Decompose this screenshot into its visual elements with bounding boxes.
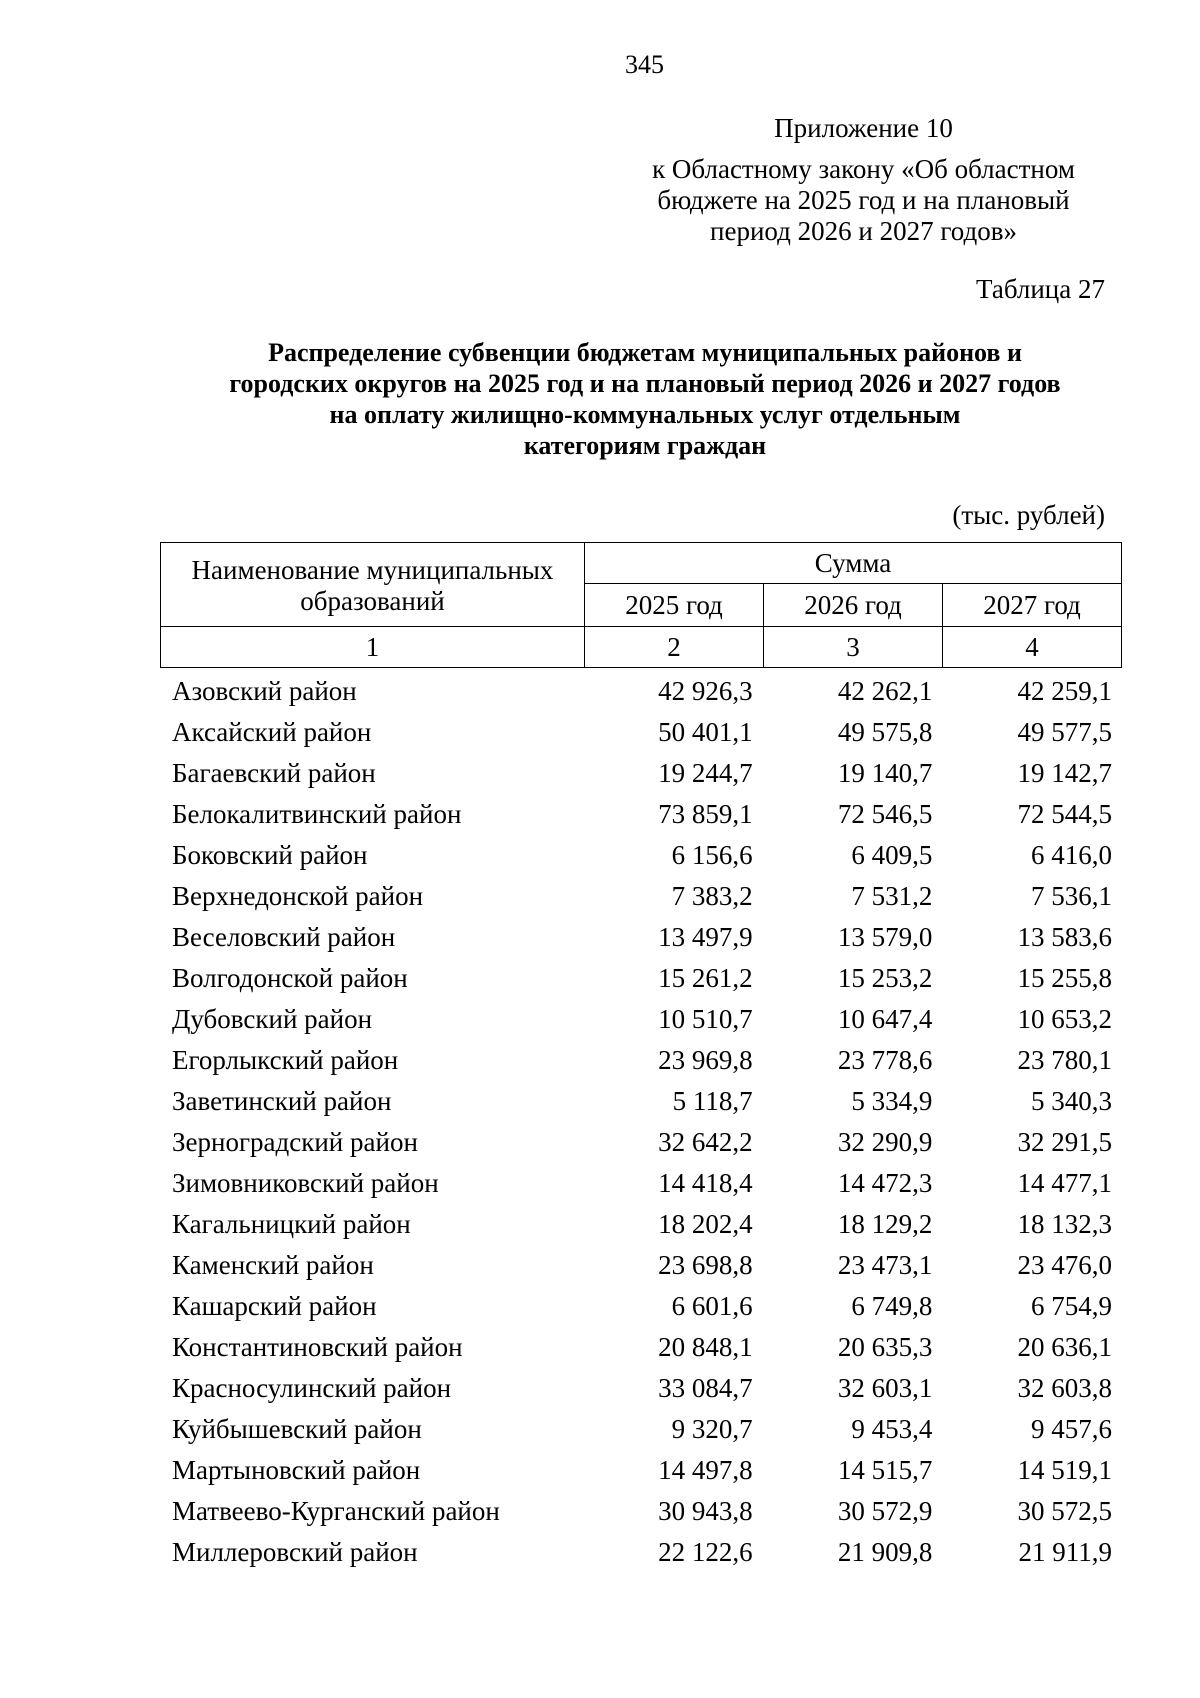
value-2025: 19 244,7 xyxy=(658,758,753,788)
value-2027: 30 572,5 xyxy=(1017,1496,1112,1526)
value-2025: 7 383,2 xyxy=(671,881,753,911)
value-2027: 32 291,5 xyxy=(1017,1127,1112,1157)
value-2027: 14 477,1 xyxy=(1017,1168,1112,1198)
table-body xyxy=(160,671,1122,1573)
value-2027: 9 457,6 xyxy=(1030,1414,1112,1444)
value-2026: 13 579,0 xyxy=(837,922,933,952)
municipality-name: Кагальницкий район xyxy=(172,1209,411,1239)
value-2026: 20 635,3 xyxy=(837,1332,933,1362)
document-title-line: Распределение субвенции бюджетам муниципальных районов и xyxy=(268,338,1022,367)
table-row xyxy=(160,1040,1122,1081)
value-2027: 23 780,1 xyxy=(1017,1045,1112,1075)
table-row xyxy=(160,835,1122,876)
value-2027: 21 911,9 xyxy=(1018,1537,1112,1567)
table-row xyxy=(160,1204,1122,1245)
table-row xyxy=(160,958,1122,999)
page-number: 345 xyxy=(625,50,664,79)
value-2026: 32 603,1 xyxy=(837,1373,933,1403)
column-number: 1 xyxy=(161,627,585,668)
table-row xyxy=(160,999,1122,1040)
value-2027: 18 132,3 xyxy=(1017,1209,1112,1239)
document-title xyxy=(150,337,1140,461)
column-number: 2 xyxy=(585,627,764,668)
value-2025: 15 261,2 xyxy=(658,963,753,993)
value-2027: 15 255,8 xyxy=(1017,963,1112,993)
table-row xyxy=(160,712,1122,753)
table-row xyxy=(160,1081,1122,1122)
value-2026: 21 909,8 xyxy=(837,1537,933,1567)
appendix-line: к Областному закону «Об областном xyxy=(652,154,1075,184)
value-2026: 14 515,7 xyxy=(837,1455,933,1485)
municipality-name: Зерноградский район xyxy=(172,1127,418,1157)
municipality-name: Мартыновский район xyxy=(172,1455,421,1485)
value-2027: 10 653,2 xyxy=(1017,1004,1112,1034)
table-row xyxy=(160,1491,1122,1532)
table-row xyxy=(160,1450,1122,1491)
value-2025: 14 418,4 xyxy=(658,1168,753,1198)
value-2027: 49 577,5 xyxy=(1017,717,1112,747)
appendix-block xyxy=(622,113,1105,247)
table-row xyxy=(160,1245,1122,1286)
municipality-name: Заветинский район xyxy=(172,1086,392,1116)
table-row xyxy=(160,1163,1122,1204)
value-2026: 9 453,4 xyxy=(851,1414,933,1444)
value-2027: 20 636,1 xyxy=(1017,1332,1112,1362)
value-2026: 18 129,2 xyxy=(837,1209,933,1239)
value-2025: 50 401,1 xyxy=(658,717,753,747)
municipality-name: Константиновский район xyxy=(172,1332,463,1362)
value-2026: 6 409,5 xyxy=(851,840,933,870)
document-title-line: городских округов на 2025 год и на плановый период 2026 и 2027 годов xyxy=(229,369,1061,398)
municipality-name: Волгодонской район xyxy=(172,963,408,993)
value-2026: 15 253,2 xyxy=(837,963,933,993)
value-2027: 19 142,7 xyxy=(1017,758,1112,788)
value-2027: 5 340,3 xyxy=(1030,1086,1112,1116)
municipality-name: Миллеровский район xyxy=(172,1537,418,1567)
municipality-name: Куйбышевский район xyxy=(172,1414,422,1444)
value-2027: 23 476,0 xyxy=(1017,1250,1112,1280)
column-number: 4 xyxy=(943,627,1122,668)
value-2026: 72 546,5 xyxy=(837,799,933,829)
sum-column-header: Сумма xyxy=(585,543,1122,584)
value-2026: 30 572,9 xyxy=(837,1496,933,1526)
year-header-2025: 2025 год xyxy=(585,584,764,627)
value-2025: 6 601,6 xyxy=(671,1291,753,1321)
name-header-line: образований xyxy=(300,586,445,616)
table-row xyxy=(160,1368,1122,1409)
municipality-name: Зимовниковский район xyxy=(172,1168,439,1198)
table-row xyxy=(160,1532,1122,1573)
municipality-name: Аксайский район xyxy=(172,717,372,747)
table-row xyxy=(160,794,1122,835)
value-2025: 23 969,8 xyxy=(658,1045,753,1075)
value-2026: 42 262,1 xyxy=(837,676,933,706)
value-2026: 49 575,8 xyxy=(837,717,933,747)
document-title-line: категориям граждан xyxy=(523,431,767,460)
table-row xyxy=(160,1122,1122,1163)
value-2025: 5 118,7 xyxy=(672,1086,753,1116)
value-2026: 5 334,9 xyxy=(851,1086,933,1116)
value-2025: 18 202,4 xyxy=(658,1209,753,1239)
document-title-line: на оплату жилищно-коммунальных услуг отдельным xyxy=(329,400,961,429)
value-2025: 32 642,2 xyxy=(658,1127,753,1157)
municipality-name: Матвеево-Курганский район xyxy=(172,1496,500,1526)
value-2027: 32 603,8 xyxy=(1017,1373,1112,1403)
column-number: 3 xyxy=(764,627,943,668)
value-2027: 7 536,1 xyxy=(1030,881,1112,911)
table-number: Таблица 27 xyxy=(976,274,1105,304)
value-2027: 42 259,1 xyxy=(1017,676,1112,706)
value-2026: 32 290,9 xyxy=(837,1127,933,1157)
municipality-name: Белокалитвинский район xyxy=(172,799,462,829)
municipality-name: Каменский район xyxy=(172,1250,374,1280)
value-2026: 10 647,4 xyxy=(837,1004,933,1034)
unit-label: (тыс. рублей) xyxy=(952,500,1105,530)
municipality-name: Веселовский район xyxy=(172,922,396,952)
value-2025: 6 156,6 xyxy=(671,840,753,870)
table-row xyxy=(160,1327,1122,1368)
value-2025: 73 859,1 xyxy=(658,799,753,829)
table-row xyxy=(160,917,1122,958)
municipality-name: Верхнедонской район xyxy=(172,881,424,911)
value-2026: 14 472,3 xyxy=(837,1168,933,1198)
appendix-line: бюджете на 2025 год и на плановый xyxy=(657,185,1070,215)
value-2027: 13 583,6 xyxy=(1017,922,1112,952)
value-2026: 7 531,2 xyxy=(851,881,933,911)
value-2025: 22 122,6 xyxy=(658,1537,753,1567)
municipality-name: Егорлыкский район xyxy=(172,1045,399,1075)
value-2027: 14 519,1 xyxy=(1017,1455,1112,1485)
year-header-2027: 2027 год xyxy=(943,584,1122,627)
municipality-name: Азовский район xyxy=(172,676,357,706)
table-row xyxy=(160,876,1122,917)
value-2025: 14 497,8 xyxy=(658,1455,753,1485)
appendix-line: период 2026 и 2027 годов» xyxy=(710,216,1017,246)
value-2025: 10 510,7 xyxy=(658,1004,753,1034)
value-2027: 6 754,9 xyxy=(1030,1291,1112,1321)
municipality-name: Дубовский район xyxy=(172,1004,373,1034)
value-2025: 9 320,7 xyxy=(671,1414,753,1444)
municipality-name: Кашарский район xyxy=(172,1291,377,1321)
value-2025: 33 084,7 xyxy=(658,1373,753,1403)
table-row xyxy=(160,1409,1122,1450)
municipality-name: Боковский район xyxy=(172,840,368,870)
value-2027: 72 544,5 xyxy=(1017,799,1112,829)
value-2026: 23 778,6 xyxy=(837,1045,933,1075)
table-row xyxy=(160,671,1122,712)
table-row xyxy=(160,1286,1122,1327)
name-column-header xyxy=(161,543,585,627)
value-2025: 13 497,9 xyxy=(658,922,753,952)
value-2026: 23 473,1 xyxy=(837,1250,933,1280)
appendix-title: Приложение 10 xyxy=(774,113,953,143)
value-2025: 23 698,8 xyxy=(658,1250,753,1280)
value-2025: 30 943,8 xyxy=(658,1496,753,1526)
value-2025: 20 848,1 xyxy=(658,1332,753,1362)
value-2026: 19 140,7 xyxy=(837,758,933,788)
value-2026: 6 749,8 xyxy=(851,1291,933,1321)
value-2027: 6 416,0 xyxy=(1030,840,1112,870)
year-header-2026: 2026 год xyxy=(764,584,943,627)
table-row xyxy=(160,753,1122,794)
table-header xyxy=(160,542,1122,668)
value-2025: 42 926,3 xyxy=(658,676,753,706)
name-header-line: Наименование муниципальных xyxy=(191,555,554,585)
municipality-name: Багаевский район xyxy=(172,758,376,788)
municipality-name: Красносулинский район xyxy=(172,1373,452,1403)
